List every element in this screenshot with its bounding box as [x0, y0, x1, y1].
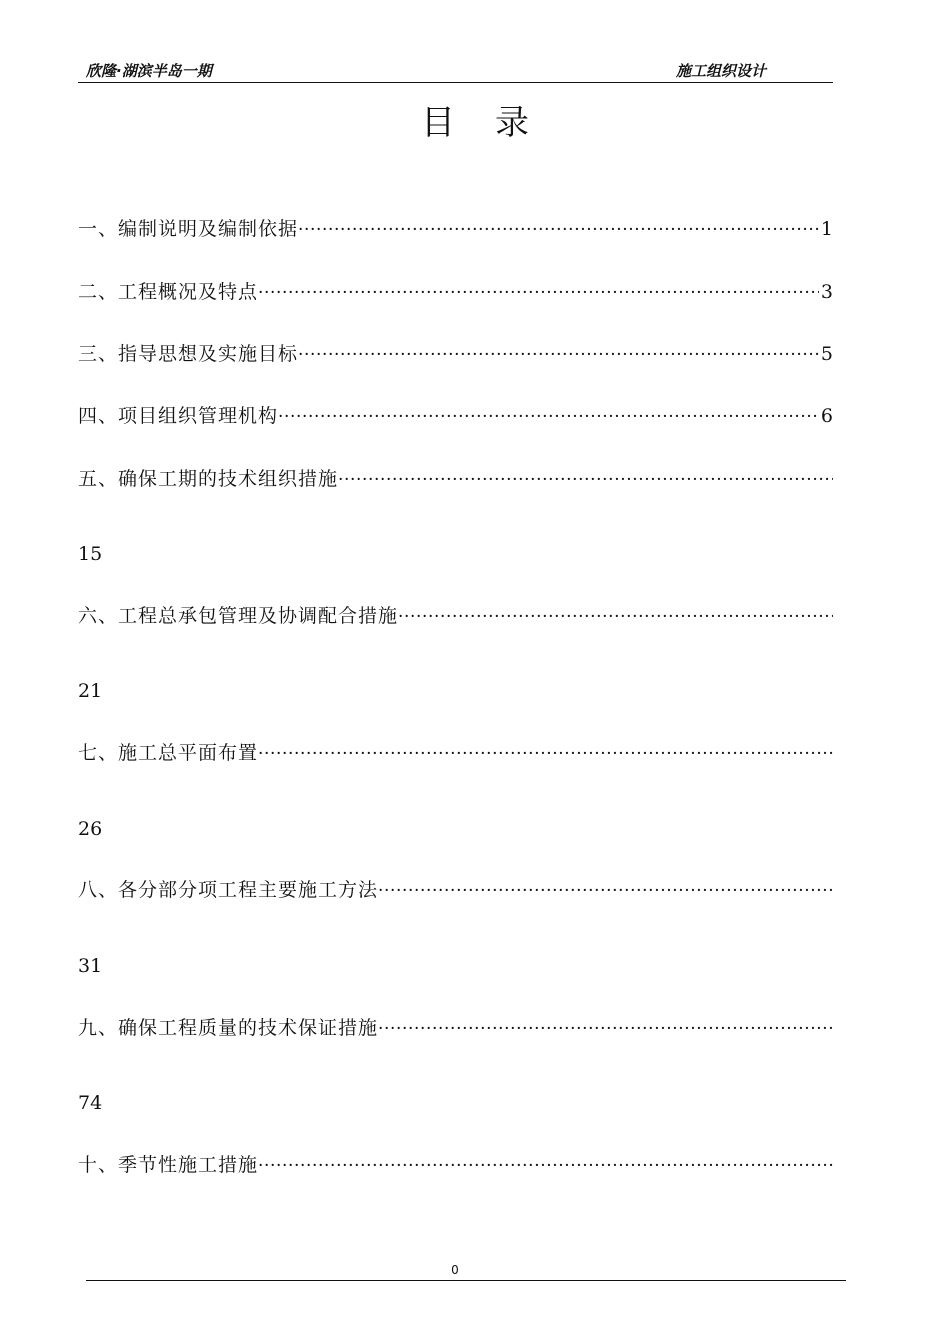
toc-entry-page: 26 [78, 818, 103, 840]
toc-entry[interactable] [78, 1150, 833, 1180]
toc-entry-page: 6 [820, 405, 833, 427]
page-title: 目录 [421, 103, 569, 143]
toc-leader-dots [258, 278, 819, 307]
toc-entry[interactable] [78, 464, 833, 494]
toc-entry[interactable] [78, 339, 833, 369]
toc-entry-page: 31 [78, 955, 103, 977]
toc-entry[interactable] [78, 401, 833, 431]
toc-leader-dots [258, 1151, 833, 1180]
page-header [78, 58, 833, 83]
toc-entry-page: 3 [820, 281, 833, 303]
header-document-type: 施工组织设计 [676, 62, 767, 80]
toc-entry[interactable] [78, 601, 833, 631]
toc-entry[interactable] [78, 214, 833, 244]
toc-leader-dots [298, 215, 819, 244]
toc-entry-page: 15 [78, 543, 103, 565]
toc-entry[interactable] [78, 1013, 833, 1043]
toc-leader-dots [298, 340, 819, 369]
toc-entry-label: 三、指导思想及实施目标 [78, 343, 299, 365]
toc-entry-page: 21 [78, 680, 103, 702]
toc-entry[interactable] [78, 277, 833, 307]
toc-entry-label: 二、工程概况及特点 [78, 281, 259, 303]
toc-entry-page: 5 [820, 343, 833, 365]
toc-leader-dots [378, 876, 833, 905]
toc-leader-dots [398, 602, 833, 631]
toc-entry-page: 1 [820, 218, 833, 240]
header-project-name: 欣隆·湖滨半岛一期 [86, 62, 212, 80]
toc-entry-label: 八、各分部分项工程主要施工方法 [78, 879, 379, 901]
toc-leader-dots [338, 465, 833, 494]
toc-entry-label: 五、确保工期的技术组织措施 [78, 468, 339, 490]
toc-entry-label: 四、项目组织管理机构 [78, 405, 279, 427]
toc-leader-dots [258, 739, 833, 768]
toc-entry-label: 六、工程总承包管理及协调配合措施 [78, 605, 399, 627]
toc-entry[interactable] [78, 875, 833, 905]
footer-page-number: 0 [451, 1263, 459, 1277]
footer-rule [86, 1280, 846, 1281]
toc-entry-label: 九、确保工程质量的技术保证措施 [78, 1017, 379, 1039]
toc-entry[interactable] [78, 738, 833, 768]
toc-entry-page: 74 [78, 1092, 103, 1114]
toc-entry-label: 七、施工总平面布置 [78, 742, 259, 764]
toc-entry-label: 一、编制说明及编制依据 [78, 218, 299, 240]
toc-leader-dots [378, 1014, 833, 1043]
toc-entry-label: 十、季节性施工措施 [78, 1154, 259, 1176]
toc-leader-dots [278, 402, 819, 431]
